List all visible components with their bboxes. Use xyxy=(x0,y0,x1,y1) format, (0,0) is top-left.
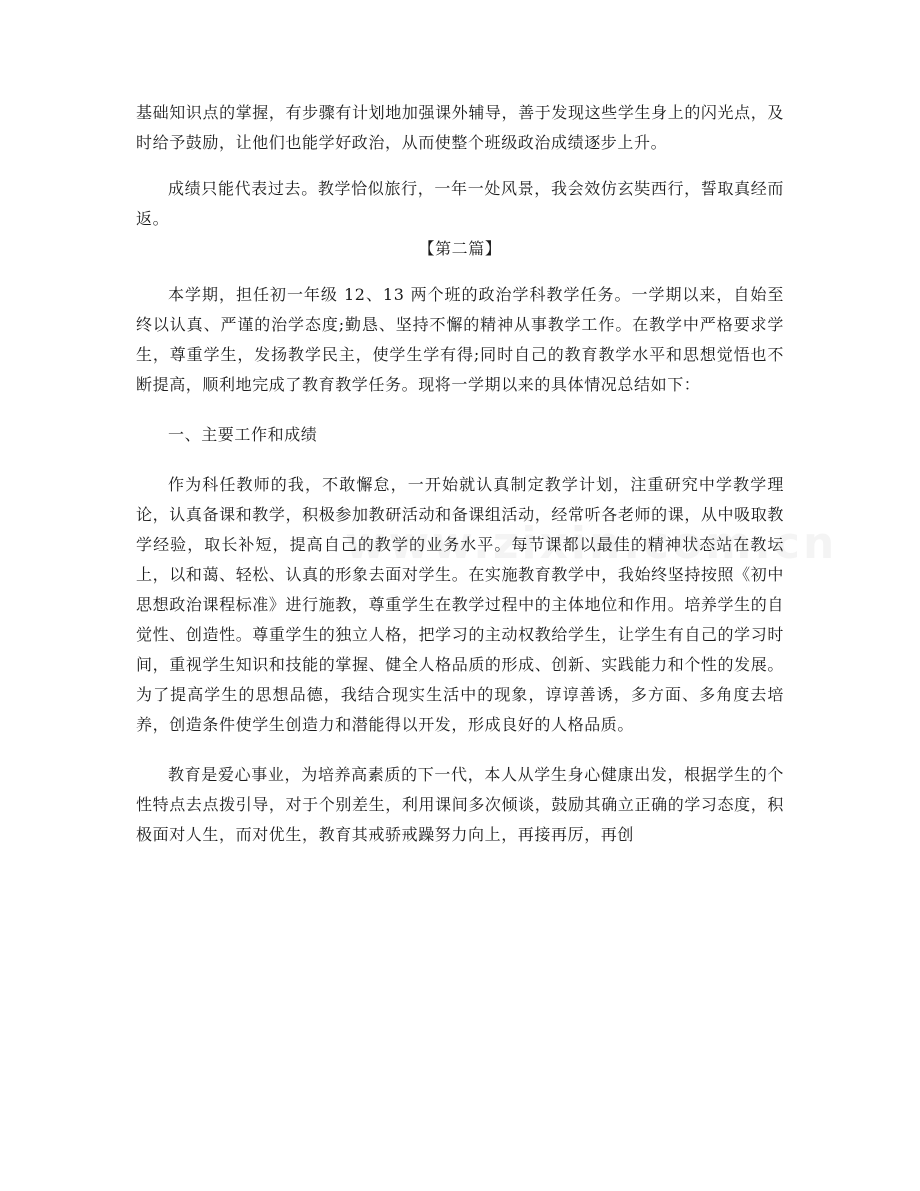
document-page xyxy=(136,98,784,850)
paragraph-continuation: 基础知识点的掌握，有步骤有计划地加强课外辅导，善于发现这些学生身上的闪光点，及时给予鼓励，让他们也能学好政治，从而使整个班级政治成绩逐步上升。 xyxy=(136,103,784,152)
subheading-main-work: 一、主要工作和成绩 xyxy=(168,425,318,444)
paragraph-education-love: 教育是爱心事业，为培养高素质的下一代，本人从学生身心健康出发，根据学生的个性特点去点拨引导，对于个别差生，利用课间多次倾谈，鼓励其确立正确的学习态度，积极面对人生，而对优生，教育其戒骄戒躁努力向上，再接再厉，再创 xyxy=(136,765,784,844)
paragraph-closing: 成绩只能代表过去。教学恰似旅行，一年一处风景，我会效仿玄奘西行，誓取真经而返。 xyxy=(136,179,784,228)
paragraph-teaching-work: 作为科任教师的我，不敢懈怠，一开始就认真制定教学计划，注重研究中学教学理论，认真备课和教学，积极参加教研活动和备课组活动，经常听各老师的课，从中吸取教学经验，取长补短，提高自己的教学的业务水平。每节课都以最佳的精神状态站在教坛上，以和蔼、轻松、认真的形象去面对学生。在实施教育教学中，我始终坚持按照《初中思想政治课程标准》进行施教，尊重学生在教学过程中的主体地位和作用。培养学生的自觉性、创造性。尊重学生的独立人格，把学习的主动权教给学生，让学生有自己的学习时间，重视学生知识和技能的掌握、健全人格品质的形成、创新、实践能力和个性的发展。为了提高学生的思想品德，我结合现实生活中的现象，谆谆善诱，多方面、多角度去培养，创造条件使学生创造力和潜能得以开发，形成良好的人格品质。 xyxy=(136,475,784,734)
section-heading: 【第二篇】 xyxy=(418,239,502,258)
paragraph-intro: 本学期，担任初一年级 12、13 两个班的政治学科教学任务。一学期以来，自始至终以认真、严谨的治学态度;勤恳、坚持不懈的精神从事教学工作。在教学中严格要求学生，尊重学生，发扬教学民主，使学生学有得;同时自己的教育教学水平和思想觉悟也不断提高，顺利地完成了教育教学任务。现将一学期以来的具体情况总结如下： xyxy=(136,285,784,394)
